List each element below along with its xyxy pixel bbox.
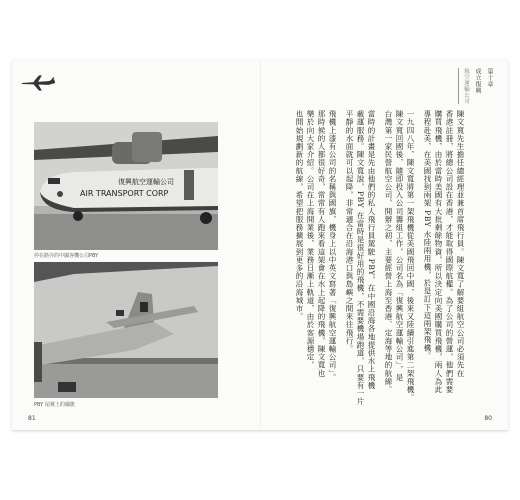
- photo-pby-tail: [34, 262, 218, 398]
- text-line: 香港註冊，將總公司設在香港，才能取得國際航權。為了公司的營運，他們需要: [445, 110, 454, 394]
- fuselage-name-cn: 復興航空運輸公司: [118, 178, 174, 186]
- text-line: 購買飛機，由於當時美國有大批剩餘物資，所以決定向美國購買飛機，兩人為此: [434, 110, 443, 394]
- fuselage-name-en: AIR TRANSPORT CORP: [80, 189, 169, 198]
- photo-caption-2: PBY 尾翼上的國旗: [34, 402, 75, 408]
- text-line: 飛機上漆有公司的名稱與國旗，機身上以中英文寫著「復興航空運輸公司」。: [328, 110, 337, 382]
- text-line: 載運服務。陳文寬說，PBY 在當時是很好用的飛機，不需要機場跑道，只要有一片: [356, 110, 365, 406]
- text-line: 那時候的人都很好奇，常常有人跑來看這架會在水上起降的飛機，陳文寬也: [317, 110, 326, 378]
- text-line: 當時的計畫是先由他們的私人飛行員駕駛 PBY，在中國沿海各地提供水上飛機: [367, 110, 376, 390]
- body-text: [266, 110, 466, 410]
- text-line: 台灣第一家民營航空公司，開辦之初，主要經營上海至香港、定海等地的航線。: [384, 110, 393, 394]
- chapter-title: 成立復興: [474, 68, 481, 94]
- text-line: 陳文寬回國後，隨即投入公司籌組工作，公司名為「復興航空運輸公司」，是: [395, 110, 404, 382]
- photo-caption-1: 停在路旁的中國客機公司PBY: [34, 253, 99, 259]
- photo-pby-aircraft: [34, 122, 218, 250]
- page-number-right: 80: [484, 415, 492, 422]
- text-line: 樂於向大家介紹。公司在上海開業後，業務日漸上軌道，由於客源穩定，: [306, 110, 315, 370]
- chapter-subtitle: 航空運輸公司: [463, 68, 469, 104]
- book-gutter: [260, 60, 261, 430]
- text-line: 也開始規劃新的航線，希望把服務擴展到更多的沿海城市。: [295, 110, 304, 321]
- chapter-header: [458, 68, 494, 104]
- book-spread: [12, 60, 508, 430]
- airplane-icon: [20, 74, 58, 92]
- text-line: 一九四八年，陳文寬將第一架飛機從美國飛回中國，後來又陸續引進第二架飛機。: [406, 110, 415, 402]
- page-number-left: 81: [28, 415, 36, 422]
- text-line: 陳文寬先生擔任總經理並兼首席飛行員。陳文寬了解要組航空公司必須先在: [456, 110, 465, 378]
- chapter-number: 第十章: [486, 68, 493, 88]
- text-line: 專程赴美，在美國找到兩架 PBY 水陸兩用機，於是訂下這兩架飛機。: [423, 110, 432, 360]
- text-line: 平靜的水面就可以起降，非常適合在沿海港口與島嶼之間來往飛行。: [345, 110, 354, 353]
